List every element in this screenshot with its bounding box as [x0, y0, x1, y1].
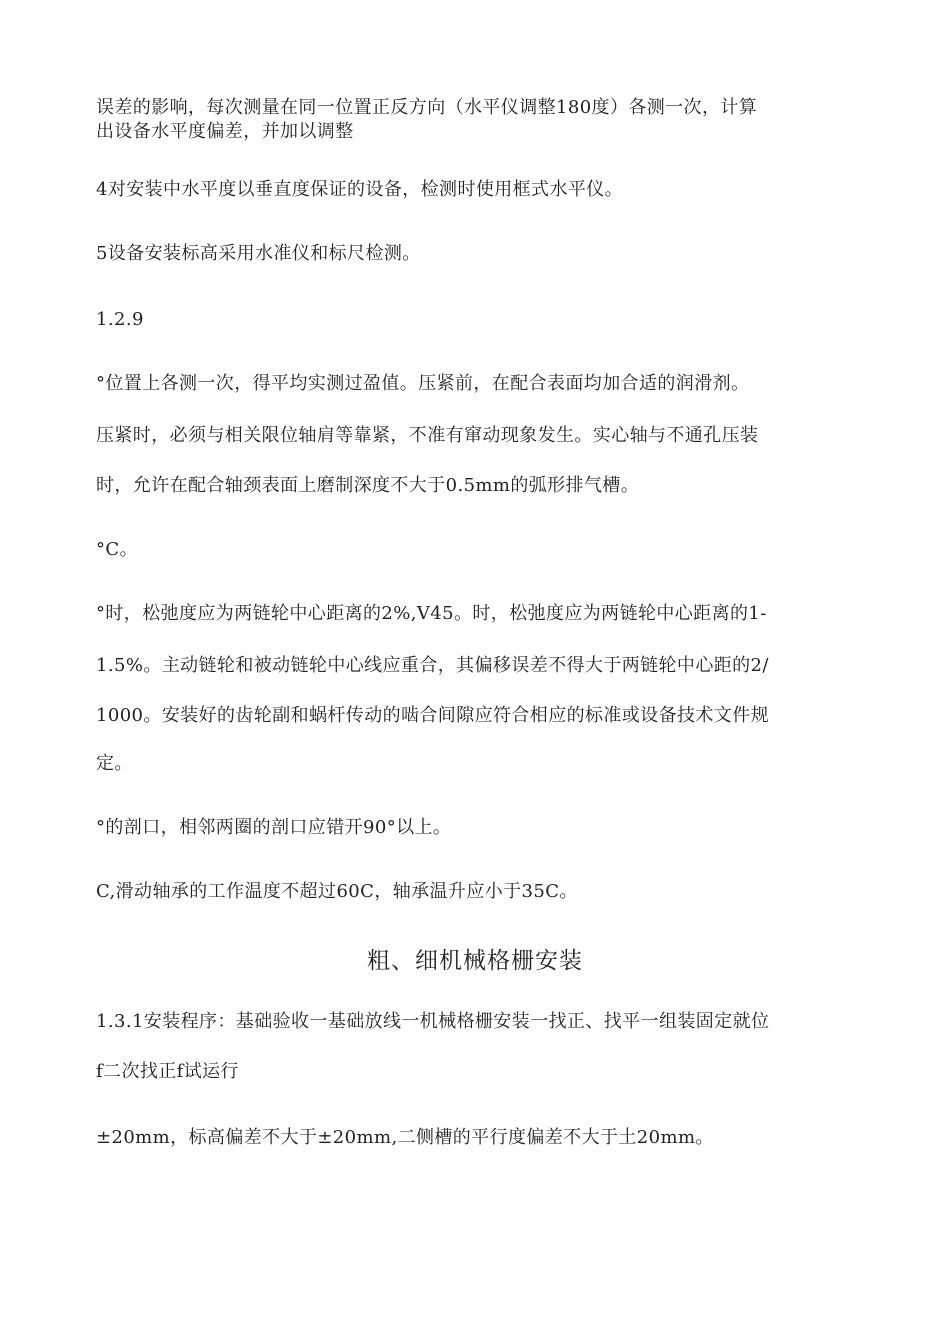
text-line: °位置上各测一次，得平均实测过盈值。压紧前，在配合表面均加合适的润滑剂。 — [96, 373, 750, 394]
text-line: ±20mm，标高偏差不大于±20mm,二侧槽的平行度偏差不大于土20mm。 — [96, 1127, 714, 1148]
text-line: 时，允许在配合轴颈表面上磨制深度不大于0.5mm的弧形排气槽。 — [96, 475, 640, 496]
text-line: 5设备安装标高采用水准仪和标尺检测。 — [96, 243, 421, 264]
section-number: 1.2.9 — [96, 309, 144, 330]
text-line: 4对安装中水平度以垂直度保证的设备，检测时使用框式水平仪。 — [96, 179, 624, 200]
text-line: 1000。安装好的齿轮副和蜗杆传动的啮合间隙应符合相应的标准或设备技术文件规 — [96, 705, 770, 726]
text-line: 1.5%。主动链轮和被动链轮中心线应重合，其偏移误差不得大于两链轮中心距的2/ — [96, 655, 769, 676]
text-line: 1.3.1安装程序：基础验收一基础放线一机械格栅安装一找正、找平一组装固定就位 — [96, 1011, 770, 1032]
text-line: 误差的影响，每次测量在同一位置正反方向（水平仪调整180度）各测一次，计算 — [96, 97, 758, 118]
text-line: C,滑动轴承的工作温度不超过60C，轴承温升应小于35C。 — [96, 881, 578, 902]
section-heading: 粗、细机械格栅安装 — [367, 948, 583, 974]
text-line: °C。 — [96, 539, 138, 560]
text-line: °的剖口，相邻两圈的剖口应错开90°以上。 — [96, 817, 452, 838]
text-line: 压紧时，必须与相关限位轴肩等靠紧，不准有窜动现象发生。实心轴与不通孔压装 — [96, 425, 759, 446]
text-line: 出设备水平度偏差，并加以调整 — [96, 121, 354, 142]
text-line: °时，松弛度应为两链轮中心距离的2%,V45。时，松弛度应为两链轮中心距离的1- — [96, 603, 767, 624]
text-line: 定。 — [96, 753, 133, 774]
text-line: f二次找正f试运行 — [96, 1061, 239, 1082]
